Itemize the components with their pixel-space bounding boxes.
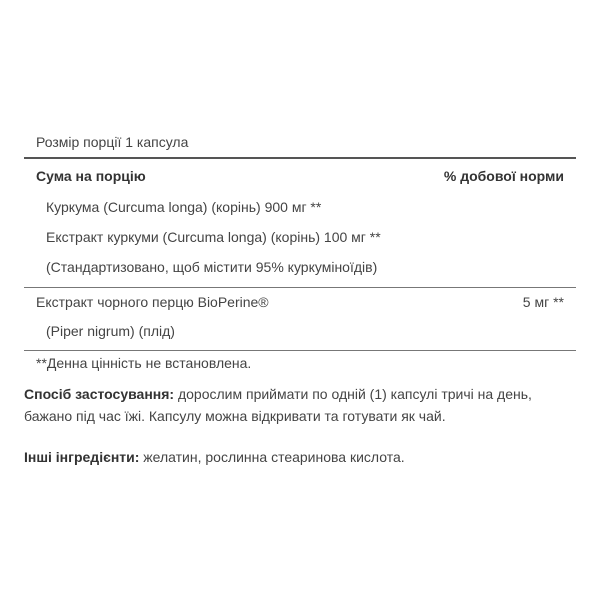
other-ingredients (24, 446, 584, 468)
other-ingredients-label: Інші інгредієнти: (24, 449, 140, 465)
ingredient-turmeric: Куркума (Curcuma longa) (корінь) 900 мг ** (46, 199, 322, 215)
usage-text-line1: дорослим приймати по одній (1) капсулі тричі на день, (174, 386, 532, 402)
amount-per-serving-header: Сума на порцію (36, 168, 146, 184)
black-pepper-latin: (Piper nigrum) (плід) (46, 323, 175, 339)
serving-size: Розмір порції 1 капсула (36, 134, 189, 150)
daily-value-header: % добової норми (443, 168, 564, 184)
usage-text-line2: бажано під час їжі. Капсулу можна відкривати та готувати як чай. (24, 408, 446, 424)
ingredient-black-pepper: Екстракт чорного перцю BioPerine® (36, 294, 269, 310)
divider-middle (24, 287, 576, 288)
divider-top (24, 157, 576, 159)
footnote: **Денна цінність не встановлена. (36, 355, 252, 371)
ingredient-standardization: (Стандартизовано, щоб містити 95% куркуміноїдів) (46, 259, 378, 275)
usage-instructions (24, 383, 584, 427)
ingredient-turmeric-extract: Екстракт куркуми (Curcuma longa) (корінь) 100 мг ** (46, 229, 381, 245)
divider-bottom (24, 350, 576, 351)
other-ingredients-text: желатин, рослинна стеаринова кислота. (139, 449, 405, 465)
usage-label: Спосіб застосування: (24, 386, 175, 402)
black-pepper-amount: 5 мг ** (522, 294, 564, 310)
